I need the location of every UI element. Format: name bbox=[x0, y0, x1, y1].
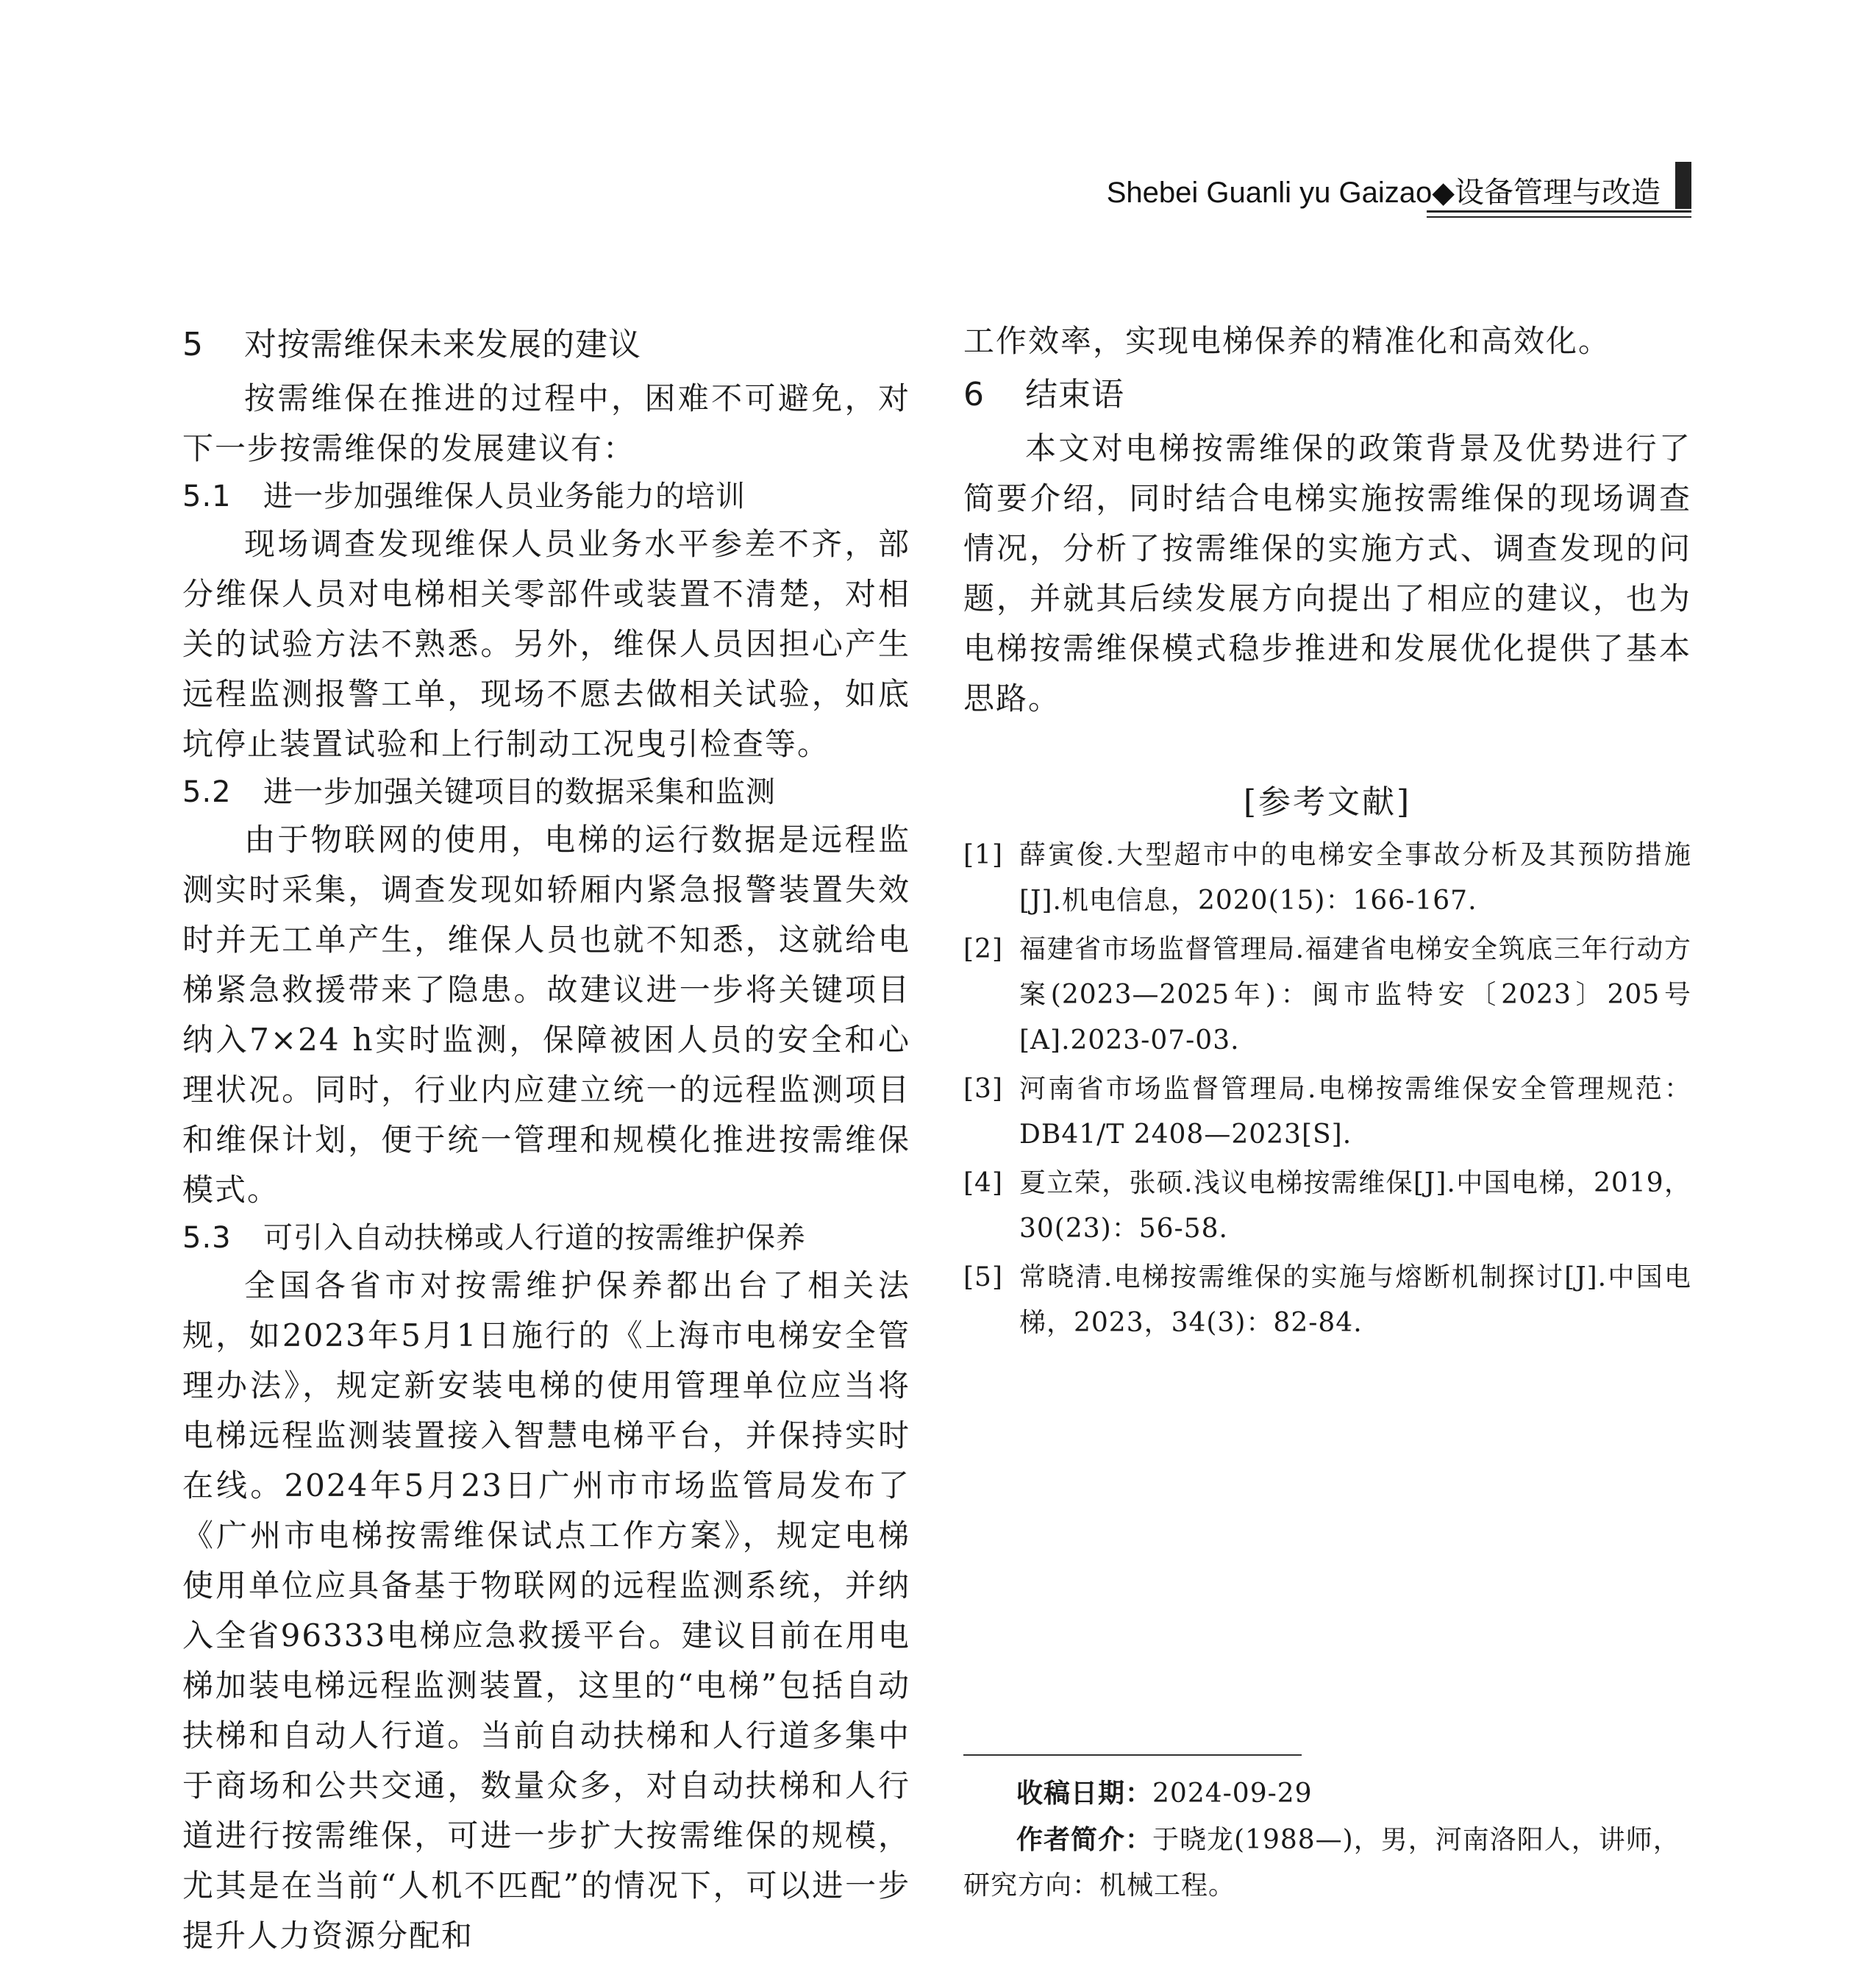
section-5-1-paragraph: 现场调查发现维保人员业务水平参差不齐，部分维保人员对电梯相关零部件或装置不清楚，对相关的试验方法不熟悉。另外，维保人员因担心产生远程监测报警工单，现场不愿去做相关试验，如底坑停止装置试验和上行制动工况曳引检查等。 bbox=[182, 526, 910, 762]
section-5-intro: 按需维保在推进的过程中，困难不可避免，对下一步按需维保的发展建议有： bbox=[182, 380, 910, 466]
section-number: 5.2 bbox=[182, 775, 232, 809]
reference-text: 夏立荣，张硕.浅议电梯按需维保[J].中国电梯，2019，30(23)：56-58. bbox=[1019, 1168, 1691, 1244]
reference-text: 薛寅俊.大型超市中的电梯安全事故分析及其预防措施[J].机电信息，2020(15)：166-167. bbox=[1019, 840, 1691, 916]
reference-number: [5] bbox=[963, 1262, 1003, 1292]
reference-number: [3] bbox=[963, 1074, 1003, 1104]
header-bar bbox=[1675, 162, 1691, 209]
author-label: 作者简介： bbox=[1016, 1824, 1153, 1855]
received-date bbox=[963, 1770, 1691, 1817]
reference-text: 福建省市场监督管理局.福建省电梯安全筑底三年行动方案(2023—2025年)：闽市监特安〔2023〕205号[A].2023-07-03. bbox=[1019, 934, 1691, 1056]
section-5-heading bbox=[182, 322, 910, 368]
section-title: 进一步加强关键项目的数据采集和监测 bbox=[263, 775, 776, 809]
section-6-heading bbox=[963, 372, 1691, 418]
right-column bbox=[963, 316, 1691, 1349]
section-5-1-heading bbox=[182, 474, 910, 519]
section-title: 结束语 bbox=[1025, 376, 1124, 413]
section-5-2-heading bbox=[182, 769, 910, 815]
reference-number: [4] bbox=[963, 1168, 1003, 1198]
reference-item bbox=[963, 1255, 1691, 1346]
footnote bbox=[963, 1754, 1691, 1909]
author-bio bbox=[963, 1817, 1691, 1909]
section-number: 5.1 bbox=[182, 480, 232, 513]
section-5-2-paragraph: 由于物联网的使用，电梯的运行数据是远程监测实时采集，调查发现如轿厢内紧急报警装置失效时并无工单产生，维保人员也就不知悉，这就给电梯紧急救援带来了隐患。故建议进一步将关键项目纳入7×24 h实时监测，保障被困人员的安全和心理状况。同时，行业内应建立统一的远程监测项目和维保计划，便于统一管理和规模化推进按需维保模式。 bbox=[182, 822, 910, 1208]
reference-text: 河南省市场监督管理局.电梯按需维保安全管理规范：DB41/T 2408—2023[S]. bbox=[1019, 1074, 1691, 1150]
section-number: 5.3 bbox=[182, 1221, 232, 1255]
section-title: 对按需维保未来发展的建议 bbox=[244, 326, 641, 363]
continued-paragraph: 工作效率，实现电梯保养的精准化和高效化。 bbox=[963, 323, 1611, 359]
reference-number: [1] bbox=[963, 840, 1003, 870]
references-title: [参考文献] bbox=[1243, 783, 1412, 821]
section-title: 可引入自动扶梯或人行道的按需维护保养 bbox=[263, 1221, 806, 1255]
reference-item bbox=[963, 1161, 1691, 1252]
reference-item bbox=[963, 833, 1691, 924]
left-column bbox=[182, 316, 910, 1961]
author-value: 于晓龙(1988—)，男，河南洛阳人，讲师，研究方向：机械工程。 bbox=[963, 1825, 1680, 1901]
section-6-paragraph: 本文对电梯按需维保的政策背景及优势进行了简要介绍，同时结合电梯实施按需维保的现场调查情况，分析了按需维保的实施方式、调查发现的问题，并就其后续发展方向提出了相应的建议，也为电梯按需维保模式稳步推进和发展优化提供了基本思路。 bbox=[963, 430, 1691, 716]
section-5-3-heading bbox=[182, 1215, 910, 1261]
section-number: 6 bbox=[963, 376, 985, 413]
journal-header: Shebei Guanli yu Gaizao◆设备管理与改造 bbox=[1106, 177, 1661, 209]
footnote-rule bbox=[963, 1754, 1302, 1756]
reference-number: [2] bbox=[963, 934, 1003, 964]
running-header bbox=[1106, 162, 1691, 221]
received-label: 收稿日期： bbox=[1016, 1778, 1153, 1809]
section-5-3-paragraph: 全国各省市对按需维护保养都出台了相关法规，如2023年5月1日施行的《上海市电梯安全管理办法》，规定新安装电梯的使用管理单位应当将电梯远程监测装置接入智慧电梯平台，并保持实时在线。2024年5月23日广州市市场监管局发布了《广州市电梯按需维保试点工作方案》，规定电梯使用单位应具备基于物联网的远程监测系统，并纳入全省96333电梯应急救援平台。建议目前在用电梯加装电梯远程监测装置，这里的“电梯”包括自动扶梯和自动人行道。当前自动扶梯和人行道多集中于商场和公共交通，数量众多，对自动扶梯和人行道进行按需维保，可进一步扩大按需维保的规模，尤其是在当前“人机不匹配”的情况下，可以进一步提升人力资源分配和 bbox=[182, 1267, 910, 1954]
section-number: 5 bbox=[182, 326, 204, 363]
reference-text: 常晓清.电梯按需维保的实施与熔断机制探讨[J].中国电梯，2023，34(3)：82-84. bbox=[1019, 1262, 1691, 1338]
reference-item bbox=[963, 1067, 1691, 1158]
reference-item bbox=[963, 927, 1691, 1064]
header-rule-thin bbox=[1427, 216, 1691, 218]
received-value: 2024-09-29 bbox=[1152, 1779, 1313, 1809]
header-rule bbox=[1427, 210, 1691, 213]
section-title: 进一步加强维保人员业务能力的培训 bbox=[263, 480, 746, 513]
